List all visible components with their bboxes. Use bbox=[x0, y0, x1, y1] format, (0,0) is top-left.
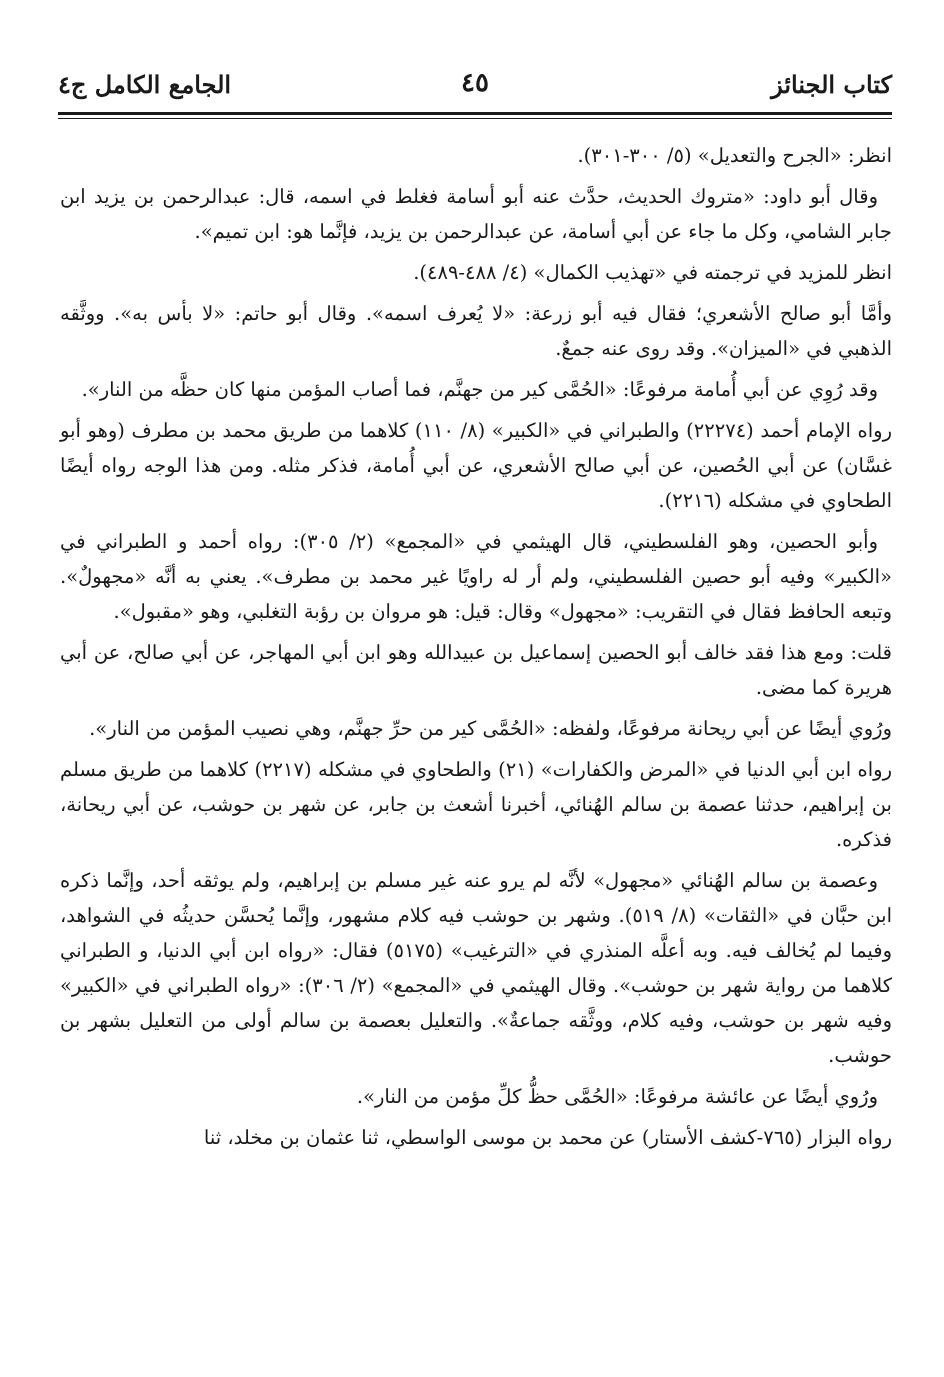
paragraph: قلت: ومع هذا فقد خالف أبو الحصين إسماعيل بن عبيدالله وهو ابن أبي المهاجر، عن أبي صالح، عن أبي هريرة كما مضى. bbox=[60, 641, 892, 699]
paragraph: وقال أبو داود: «متروك الحديث، حدَّث عنه أبو أسامة فغلط في اسمه، قال: عبدالرحمن بن يزيد ابن جابر الشامي، وكل ما جاء عن أبي أسامة، عن عبدالرحمن بن يزيد، فإنَّما هو: ابن تميم». bbox=[60, 185, 892, 243]
page-body bbox=[60, 138, 892, 1161]
paragraph: وأبو الحصين، وهو الفلسطيني، قال الهيثمي في «المجمع» (٢/ ٣٠٥): رواه أحمد و الطبراني في «الكبير» وفيه أبو حصين الفلسطيني، ولم أر له راويًا غير محمد بن مطرف». يعني به أنَّه «مجهولٌ». وتبعه الحافظ فقال في التقريب: «مجهول» وقال: قيل: هو مروان بن رؤبة التغلبي، وهو «مقبول». bbox=[60, 530, 892, 623]
paragraph: انظر للمزيد في ترجمته في «تهذيب الكمال» (٤/ ٤٨٨-٤٨٩). bbox=[413, 261, 892, 284]
paragraph: رواه ابن أبي الدنيا في «المرض والكفارات» (٢١) والطحاوي في مشكله (٢٢١٧) كلاهما من طريق مسلم بن إبراهيم، حدثنا عصمة بن سالم الهُنائي، أخبرنا أشعث بن جابر، عن شهر بن حوشب، عن أبي ريحانة، فذكره. bbox=[60, 758, 892, 851]
paragraph: وقد رُوِي عن أبي أُمامة مرفوعًا: «الحُمَّى كير من جهنَّم، فما أصاب المؤمن منها كان حظَّه من النار». bbox=[81, 378, 878, 401]
paragraph: رواه البزار (٧٦٥-كشف الأستار) عن محمد بن موسى الواسطي، ثنا عثمان بن مخلد، ثنا bbox=[203, 1126, 892, 1149]
paragraph: وعصمة بن سالم الهُنائي «مجهول» لأنَّه لم يرو عنه غير مسلم بن إبراهيم، ولم يوثقه أحد، وإنَّما ذكره ابن حبَّان في «الثقات» (٨/ ٥١٩). وشهر بن حوشب فيه كلام مشهور، وإنَّما يُحسَّن حديثُه في الشواهد، وفيما لم يُخالف فيه. وبه أعلَّه المنذري في «الترغيب» (٥١٧٥) فقال: «رواه ابن أبي الدنيا، و الطبراني كلاهما من رواية شهر بن حوشب». وقال الهيثمي في «المجمع» (٢/ ٣٠٦): «رواه الطبراني في «الكبير» وفيه شهر بن حوشب، وفيه كلام، ووثَّقه جماعةٌ». والتعليل بعصمة بن سالم أولى من التعليل بشهر بن حوشب. bbox=[60, 869, 892, 1067]
header-rule-thin bbox=[58, 118, 892, 119]
paragraph: وأمَّا أبو صالح الأشعري؛ فقال فيه أبو زرعة: «لا يُعرف اسمه». وقال أبو حاتم: «لا بأس به». ووثَّقه الذهبي في «الميزان». وقد روى عنه جمعٌ. bbox=[60, 302, 892, 360]
header-rule-thick bbox=[58, 112, 892, 115]
paragraph: ورُوي أيضًا عن عائشة مرفوعًا: «الحُمَّى حظُّ كلِّ مؤمن من النار». bbox=[356, 1085, 878, 1108]
page-number: ٤٥ bbox=[461, 68, 489, 98]
paragraph: انظر: «الجرح والتعديل» (٥/ ٣٠٠-٣٠١). bbox=[577, 144, 892, 167]
paragraph: ورُوي أيضًا عن أبي ريحانة مرفوعًا، ولفظه: «الحُمَّى كير من حرِّ جهنَّم، وهي نصيب المؤمن من النار». bbox=[89, 717, 892, 740]
book-title: الجامع الكامل ج٤ bbox=[58, 70, 232, 99]
chapter-title: كتاب الجنائز bbox=[771, 70, 892, 99]
paragraph: رواه الإمام أحمد (٢٢٢٧٤) والطبراني في «الكبير» (٨/ ١١٠) كلاهما من طريق محمد بن مطرف (وهو أبو غسَّان) عن أبي الحُصين، عن أبي صالح الأشعري، عن أبي أُمامة، فذكر مثله. ومن هذا الوجه رواه أيضًا الطحاوي في مشكله (٢٢١٦). bbox=[60, 419, 892, 512]
page-header bbox=[58, 62, 892, 108]
